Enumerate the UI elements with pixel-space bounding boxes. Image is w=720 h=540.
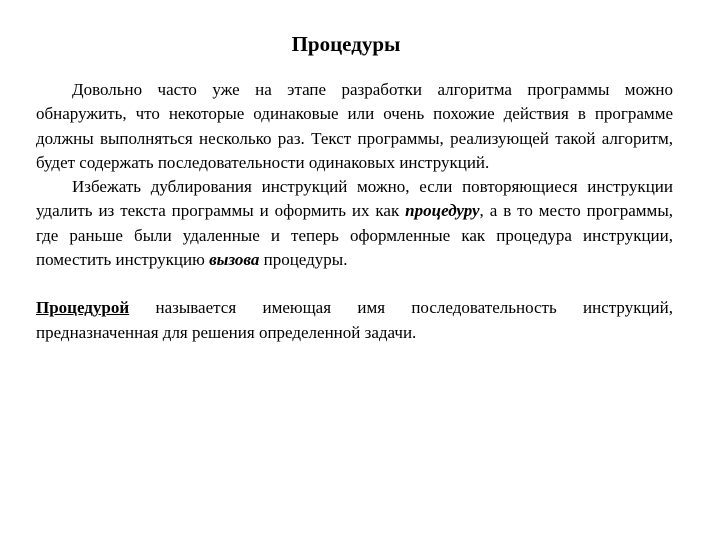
paragraph-definition <box>36 296 673 345</box>
paragraph-avoid-duplication <box>36 175 673 272</box>
paragraph-text-part: , а в то место программы, где раньше были удаленные и теперь оформленные как процедура инструкции, поместить инструкцию <box>36 201 673 270</box>
definition-text: называется имеющая имя последовательность инструкций, предназначенная для решения определенной задачи. <box>36 298 673 342</box>
slide-body <box>36 78 673 345</box>
paragraph-text-part: процедуры. <box>259 250 348 270</box>
slide-title: Процедуры <box>291 32 401 56</box>
paragraph-gap <box>36 272 673 296</box>
definition-term: Процедурой <box>36 298 130 318</box>
term-procedure: процедуру <box>405 201 480 221</box>
paragraph-intro: Довольно часто уже на этапе разработки алгоритма программы можно обнаружить, что некоторые одинаковые или очень похожие действия в программе должны выполняться несколько раз. Текст программы, реализующей такой алгоритм, будет содержать последовательности одинаковых инструкций. <box>36 80 673 172</box>
paragraph-text-part: Избежать дублирования инструкций можно, если повторяющиеся инструкции удалить из текста программы и оформить их как <box>36 177 673 221</box>
term-call: вызова <box>209 250 260 270</box>
